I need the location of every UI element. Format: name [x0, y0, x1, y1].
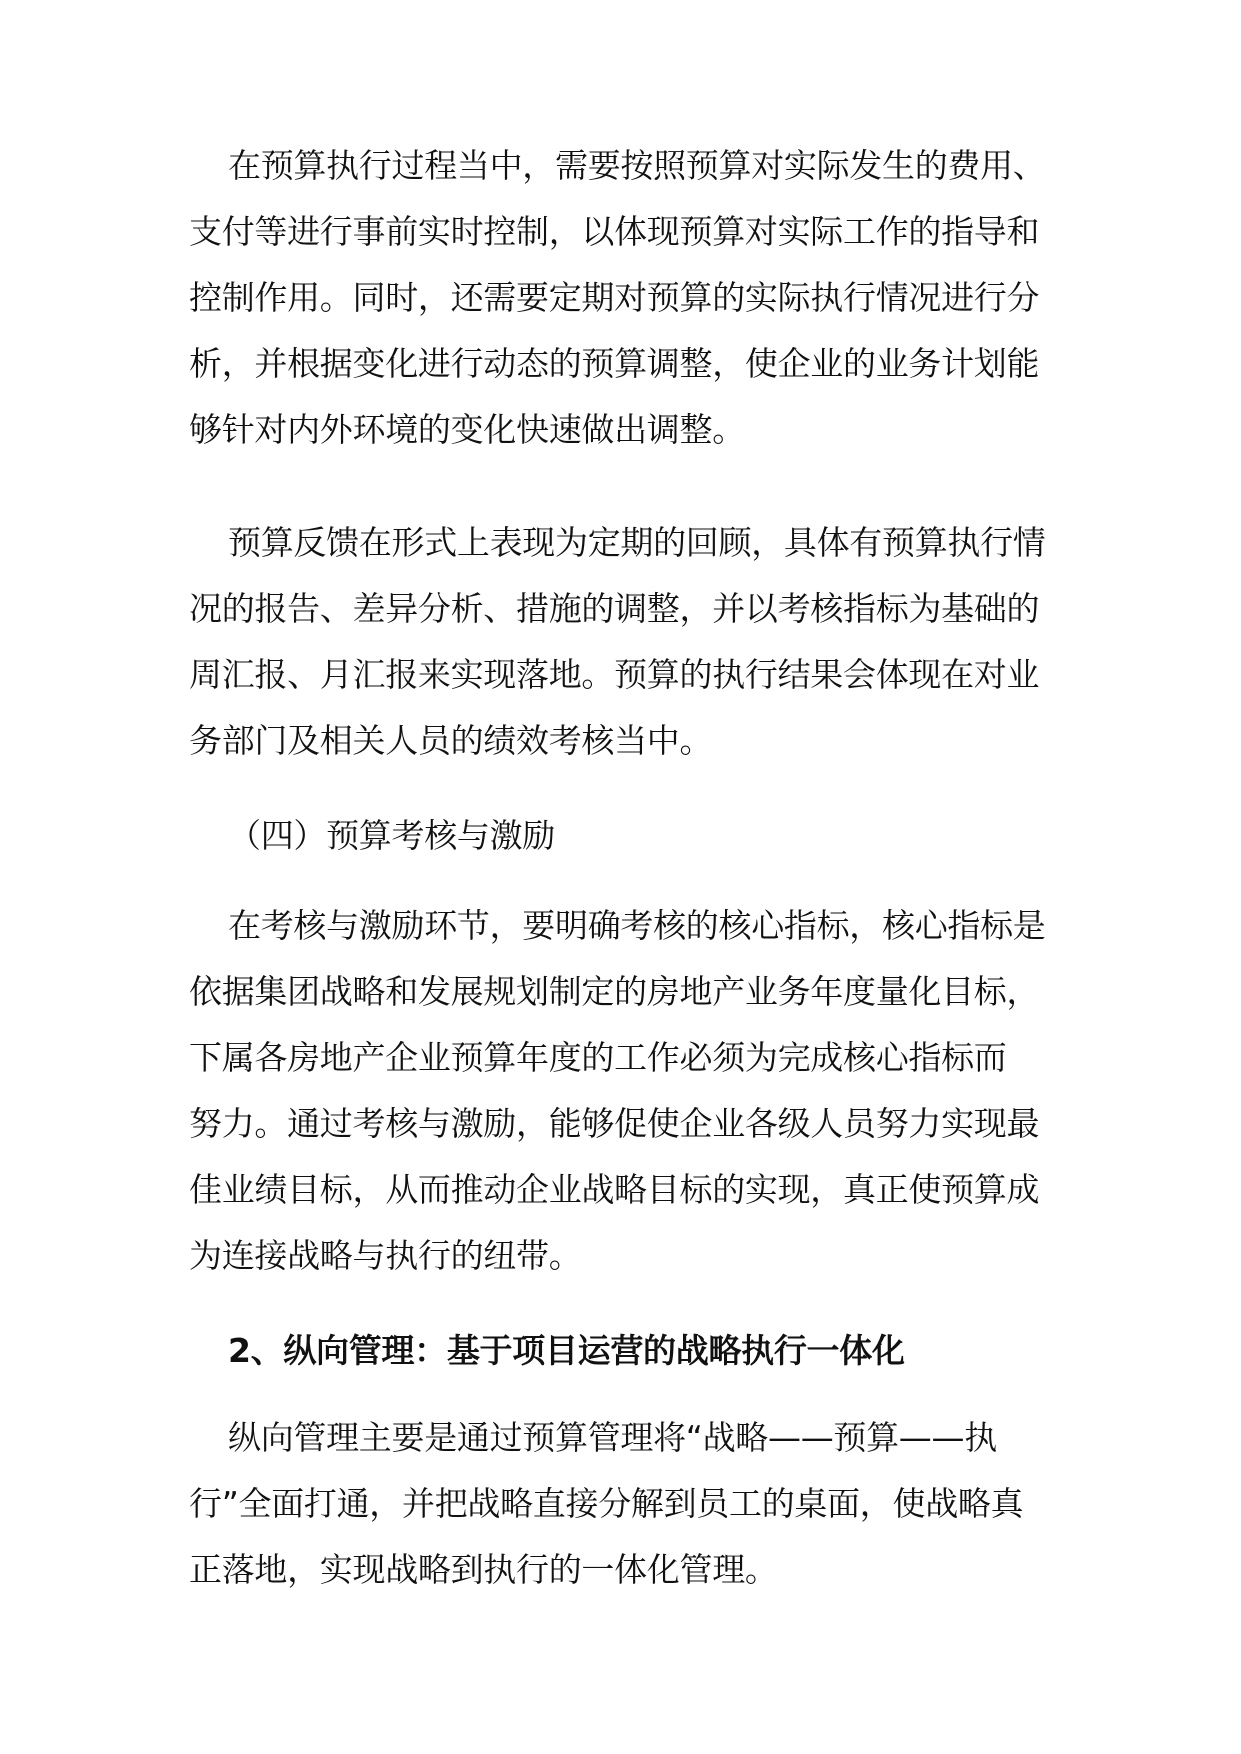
- paragraph-budget-execution: [189, 133, 1069, 463]
- text-line: 在预算执行过程当中，需要按照预算对实际发生的费用、: [228, 146, 1046, 185]
- text-line: 行”全面打通，并把战略直接分解到员工的桌面，使战略真: [189, 1484, 1024, 1523]
- paragraph-vertical-management: [189, 1405, 1069, 1603]
- text-line: 努力。通过考核与激励，能够促使企业各级人员努力实现最: [189, 1104, 1040, 1143]
- text-line: 况的报告、差异分析、措施的调整，并以考核指标为基础的: [189, 589, 1040, 628]
- text-line: 够针对内外环境的变化快速做出调整。: [189, 410, 745, 449]
- section-heading-text: 2、纵向管理：基于项目运营的战略执行一体化: [228, 1331, 905, 1370]
- text-line: 预算反馈在形式上表现为定期的回顾，具体有预算执行情: [228, 523, 1046, 562]
- paragraph-budget-feedback: [189, 510, 1069, 774]
- text-line: 依据集团战略和发展规划制定的房地产业务年度量化目标，: [189, 972, 1040, 1011]
- text-line: 务部门及相关人员的绩效考核当中。: [189, 721, 713, 760]
- text-line: 支付等进行事前实时控制，以体现预算对实际工作的指导和: [189, 212, 1040, 251]
- text-line: 佳业绩目标，从而推动企业战略目标的实现，真正使预算成: [189, 1170, 1040, 1209]
- paragraph-assessment: [189, 893, 1069, 1289]
- text-line: 下属各房地产企业预算年度的工作必须为完成核心指标而: [189, 1038, 1007, 1077]
- text-line: 正落地，实现战略到执行的一体化管理。: [189, 1550, 778, 1589]
- section-heading-vertical-management: [189, 1318, 1069, 1384]
- text-line: 为连接战略与执行的纽带。: [189, 1236, 582, 1275]
- text-line: 析，并根据变化进行动态的预算调整，使企业的业务计划能: [189, 344, 1040, 383]
- text-line: 纵向管理主要是通过预算管理将“战略——预算——执: [228, 1418, 997, 1457]
- text-line: 在考核与激励环节，要明确考核的核心指标，核心指标是: [228, 906, 1046, 945]
- subheading-text: （四）预算考核与激励: [228, 816, 556, 855]
- subheading-assessment-incentive: [189, 803, 1069, 869]
- text-line: 控制作用。同时，还需要定期对预算的实际执行情况进行分: [189, 278, 1040, 317]
- text-line: 周汇报、月汇报来实现落地。预算的执行结果会体现在对业: [189, 655, 1040, 694]
